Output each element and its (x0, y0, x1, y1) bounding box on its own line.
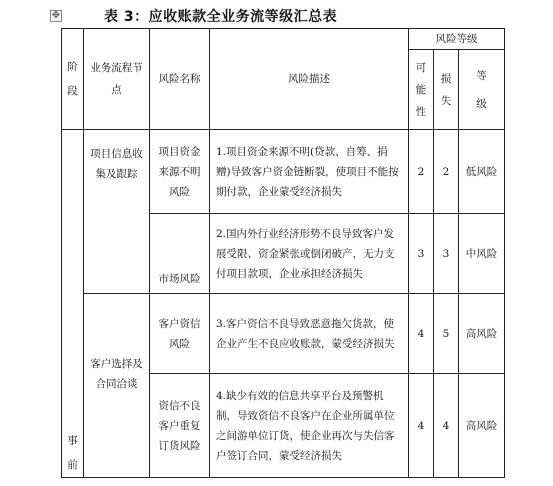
risk-name-cell (150, 294, 210, 374)
process-node-cell (84, 294, 150, 478)
table-row (62, 130, 505, 214)
header-possibility (409, 50, 434, 130)
risk-desc-cell (210, 130, 409, 214)
header-loss (434, 50, 459, 130)
risk-name-label: 市场风险 (158, 273, 201, 285)
possibility-cell: 3 (409, 214, 434, 294)
stage-label: 事前 (67, 435, 78, 471)
header-risk-desc-label: 风险描述 (288, 73, 330, 85)
risk-desc-text: 4.缺少有效的信息共享平台及预警机制，导致资信不良客户在企业所属单位之间游单位订货，使企业再次与失信客户签订合同，蒙受经济损失 (216, 389, 395, 462)
header-risk-level-label: 风险等级 (435, 33, 478, 45)
grade-cell: 中风险 (459, 214, 505, 294)
header-risk-name-label: 风险名称 (158, 73, 201, 85)
risk-desc-text: 3.客户资信不良导致恶意拖欠货款，使企业产生不良应收账款，蒙受经济损失 (216, 317, 395, 350)
risk-desc-cell (210, 294, 409, 374)
stage-cell (62, 130, 84, 478)
risk-name-cell (150, 374, 210, 478)
risk-desc-cell (210, 214, 409, 294)
grade-cell: 低风险 (459, 130, 505, 214)
process-node-label: 项目信息收集及跟踪 (90, 148, 143, 180)
loss-cell: 5 (434, 294, 459, 374)
header-stage-label: 阶段 (67, 61, 78, 97)
header-risk-desc (210, 29, 409, 130)
risk-name-label: 客户资信风险 (158, 317, 201, 350)
risk-desc-text: 1.项目资金来源不明(贷款、自筹、捐赠)导致客户资金链断裂，使项目不能按期付款，企业蒙受经济损失 (216, 145, 399, 198)
header-risk-level (409, 29, 505, 50)
possibility-cell: 4 (409, 374, 434, 478)
loss-cell: 2 (434, 130, 459, 214)
header-stage (62, 29, 84, 130)
table-row (62, 294, 505, 374)
loss-cell: 4 (434, 374, 459, 478)
header-risk-name (150, 29, 210, 130)
process-node-label: 客户选择及合同洽谈 (90, 358, 143, 390)
header-possibility-label: 可能性 (415, 61, 427, 118)
risk-name-cell (150, 214, 210, 294)
risk-summary-table (61, 28, 505, 478)
header-process-node-label: 业务流程节点 (90, 62, 143, 96)
risk-name-label: 项目资金来源不明风险 (158, 145, 201, 198)
possibility-cell: 2 (409, 130, 434, 214)
process-node-cell (84, 130, 150, 294)
risk-desc-cell (210, 374, 409, 478)
possibility-cell: 4 (409, 294, 434, 374)
risk-desc-text: 2.国内外行业经济形势不良导致客户发展受限、资金紧张或倒闭破产，无力支付项目款项，企业承担经济损失 (216, 227, 395, 280)
header-process-node (84, 29, 150, 130)
table-caption: 表 3：应收账款全业务流等级汇总表 (104, 9, 338, 25)
grade-cell: 高风险 (459, 374, 505, 478)
loss-cell: 3 (434, 214, 459, 294)
grade-cell: 高风险 (459, 294, 505, 374)
header-grade-label: 等级 (476, 69, 487, 110)
header-loss-label: 损失 (440, 72, 452, 107)
header-grade (459, 50, 505, 130)
move-handle-icon[interactable]: ✥ (51, 10, 61, 21)
risk-name-cell (150, 130, 210, 214)
risk-name-label: 资信不良客户重复订货风险 (158, 399, 201, 452)
